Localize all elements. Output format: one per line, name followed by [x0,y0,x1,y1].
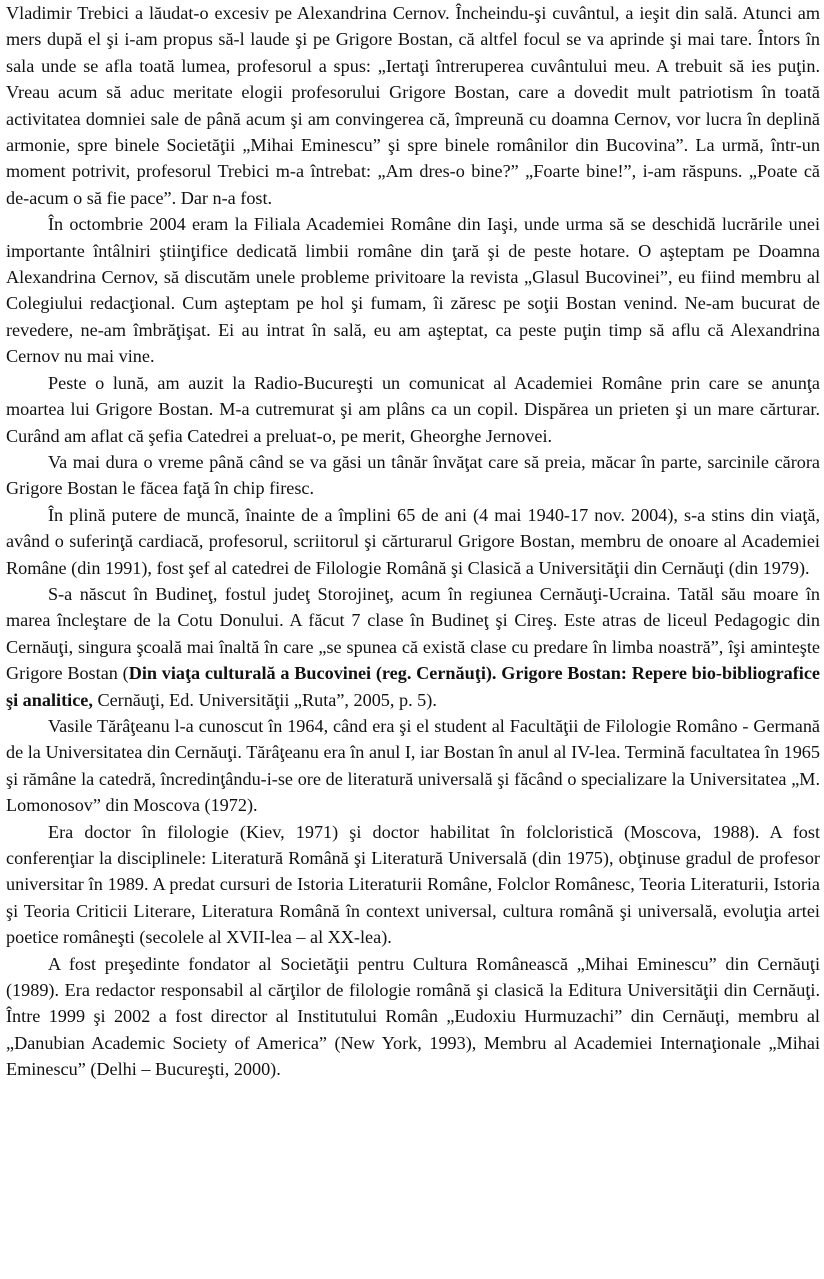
paragraph-7 [6,713,820,819]
paragraph-1 [6,0,820,211]
paragraph-text: Era doctor în filologie (Kiev, 1971) şi doctor habilitat în folcloristică (Moscova, 1988). A fost conferenţiar la disciplinele: Literatură Română şi Literatură Universală (din 1975), obţinuse gradul de profesor universitar în 1989. A predat cursuri de Istoria Literaturii Române, Folclor Românesc, Teoria Literaturii, Istoria şi Teoria Criticii Literare, Literatura Română în context universal, cultura română şi universală, evoluţia artei poetice româneşti (secolele al XVII-lea – al XX-lea). [6,821,820,948]
paragraph-text: Va mai dura o vreme până când se va găsi un tânăr învăţat care să preia, măcar în parte, sarcinile cărora Grigore Bostan le făcea faţă în chip firesc. [6,451,820,499]
paragraph-9 [6,951,820,1083]
document-page [6,0,820,1083]
paragraph-6 [6,581,820,713]
paragraph-text: Vladimir Trebici a lăudat-o excesiv pe Alexandrina Cernov. Încheindu-şi cuvântul, a ieşit din sală. Atunci am mers după el şi i-am propus să-l laude şi pe Grigore Bostan, că altfel focul se va aprinde şi mai tare. Întors în sala unde se afla toată lumea, profesorul a spus: „Iertaţi întreruperea cuvântului meu. A trebuit să ies puţin. Vreau acum să aduc meritate elogii profesorului Grigore Bostan, care a dovedit mult patriotism în toată activitatea domniei sale de până acum şi am convingerea că, împreună cu doamna Cernov, vor lucra în deplină armonie, spre binele Societăţii „Mihai Eminescu” şi spre binele românilor din Bucovina”. La urmă, într-un moment potrivit, profesorul Trebici m-a întrebat: „Am dres-o bine?” „Foarte bine!”, i-am răspuns. „Poate că de-acum o să fie pace”. Dar n-a fost. [6,3,820,208]
paragraph-text: S-a născut în Budineţ, fostul judeţ Storojineţ, acum în regiunea Cernăuţi-Ucraina. Tatăl său moare în marea încleştare de la Cotu Donului. A făcut 7 clase în Budineţ şi Cireş. Este atras de liceul Pedagogic din Cernăuţi, singura şcoală mai înaltă în care „se spunea că există clase cu predare în limba noastră”, îşi aminteşte Grigore Bostan ( [6,583,820,684]
bibliographic-reference-bold: Din viaţa culturală a Bucovinei (reg. Cernăuţi). Grigore Bostan: Repere bio-bibliografice şi analitice, [6,663,820,710]
paragraph-text: Cernăuţi, Ed. Universităţii „Ruta”, 2005, p. 5). [92,689,437,710]
paragraph-text: În plină putere de muncă, înainte de a împlini 65 de ani (4 mai 1940-17 nov. 2004), s-a stins din viaţă, având o suferinţă cardiacă, profesorul, scriitorul şi cărturarul Grigore Bostan, membru de onoare al Academiei Române (din 1991), fost şef al catedrei de Filologie Română şi Clasică a Universităţii din Cernăuţi (din 1979). [6,504,820,578]
paragraph-5 [6,502,820,581]
paragraph-text: Vasile Tărâţeanu l-a cunoscut în 1964, când era şi el student al Facultăţii de Filologie Româno - Germană de la Universitatea din Cernăuţi. Tărâţeanu era în anul I, iar Bostan în anul al IV-lea. Termină facultatea în 1965 şi rămâne la catedră, încredinţându-i-se ore de literatură universală şi făcând o specializare la Universitatea „M. Lomonosov” din Moscova (1972). [6,715,820,816]
paragraph-text: În octombrie 2004 eram la Filiala Academiei Române din Iaşi, unde urma să se deschidă lucrările unei importante întâlniri ştiinţifice dedicată limbii române din ţară şi de peste hotare. O aşteptam pe Doamna Alexandrina Cernov, să discutăm unele probleme privitoare la revista „Glasul Bucovinei”, eu fiind membru al Colegiului redacţional. Cum aşteptam pe hol şi fumam, îi zăresc pe soţii Bostan venind. Ne-am bucurat de revedere, ne-am îmbrăţişat. Ei au intrat în sală, eu am aşteptat, ca peste puţin timp să aflu că Alexandrina Cernov nu mai vine. [6,214,820,367]
paragraph-3 [6,370,820,449]
paragraph-2 [6,211,820,369]
paragraph-8 [6,819,820,951]
paragraph-text: A fost preşedinte fondator al Societăţii pentru Cultura Românească „Mihai Eminescu” din Cernăuţi (1989). Era redactor responsabil al cărţilor de filologie română şi clasică la Editura Universităţii din Cernăuţi. Între 1999 şi 2002 a fost director al Institutului Român „Eudoxiu Hurmuzachi” din Cernăuţi, membru al „Danubian Academic Society of America” (New York, 1993), Membru al Academiei Internaţionale „Mihai Eminescu” (Delhi – Bucureşti, 2000). [6,953,820,1080]
paragraph-4 [6,449,820,502]
paragraph-text: Peste o lună, am auzit la Radio-Bucureşti un comunicat al Academiei Române prin care se anunţa moartea lui Grigore Bostan. M-a cutremurat şi am plâns ca un copil. Dispărea un prieten şi un mare cărturar. Curând am aflat că şefia Catedrei a preluat-o, pe merit, Gheorghe Jernovei. [6,372,820,446]
